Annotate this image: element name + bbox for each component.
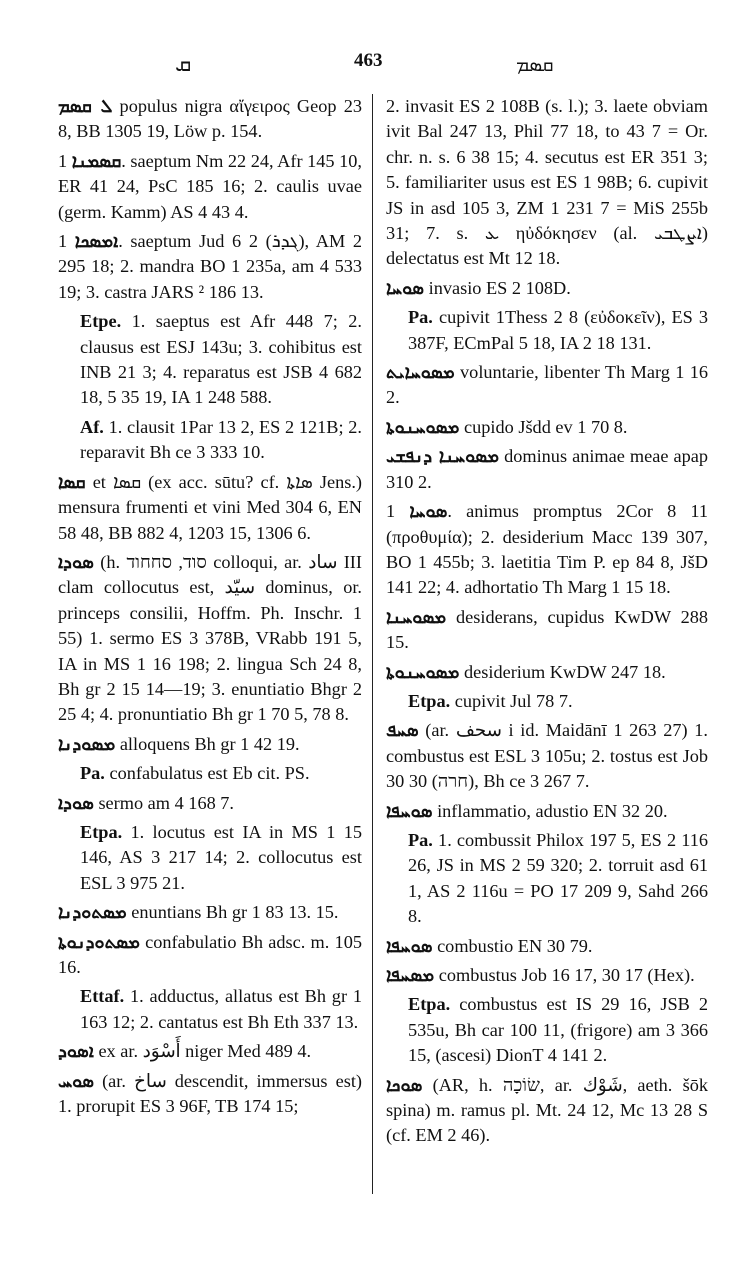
sub-entry [58,309,362,411]
entry-text: 1. combussit Philox 197 5, ES 2 116 26, JS in MS 2 59 320; 2. torruit asd 61 1, AS 2 116u = PO 17 209 9, Sahd 266 8. [408,829,708,927]
entry-headword: ܩܣܐ [58,471,86,493]
dictionary-entry [386,444,708,495]
entry-headword: ܣܘܚܦܐ [386,935,433,957]
dictionary-entry [386,799,708,824]
entry-text: 1. adductus, allatus est Bh gr 1 163 12; 2. cantatus est Bh Eth 337 13. [80,986,363,1032]
dictionary-entry [58,930,362,981]
entry-headword: ܩܣܡܢܐ [71,150,122,172]
dictionary-entry [386,360,708,411]
entry-headword: ܡܣܘܚܢܘܬܐ [386,416,460,438]
dictionary-entry [386,934,708,959]
entry-headword: Ettaf. [80,986,125,1007]
entry-headword: Etpa. [80,821,123,842]
page-number: 463 [354,50,383,71]
page-header [0,46,750,78]
entry-text: (ar. سحف i id. Maidānī 1 263 27) 1. combustus est ESL 3 105u; 2. tostus est Job 30 30 (חרה), Bh ce 3 267 7. [386,720,708,792]
entry-headword: ܡܣܘܚܢܐ [386,606,447,628]
entry-text: inflammatio, adustio EN 32 20. [437,800,668,821]
entry-text: confabulatus est Eb cit. PS. [109,763,310,784]
sub-entry [386,992,708,1068]
entry-text: desiderium KwDW 247 18. [464,661,666,682]
dictionary-entry [58,900,362,925]
dictionary-entry [386,605,708,656]
sub-entry [58,415,362,466]
header-right-word: ܩܣܡ [516,52,554,76]
entry-headword: Pa. [80,763,105,784]
entry-text: cupivit Jul 78 7. [454,690,573,711]
dictionary-entry [58,229,362,305]
entry-headword: ܡܣܘܚܢܐ ܕܢܦܫܝ [386,446,500,468]
entry-headword: ܡܣܬܘܕܢܘܬܐ [58,931,140,953]
entry-text: 1. saeptum Nm 22 24, Afr 145 10, ER 41 24, PsC 185 16; 2. caulis uvae (germ. Kamm) AS 4 43 4. [58,150,362,222]
dictionary-entry [386,1073,708,1149]
entry-text: (ar. ساخ descendit, immersus est) 1. prorupit ES 3 96F, TB 174 15; [58,1070,362,1117]
dictionary-entry [386,660,708,685]
dictionary-entry [386,276,708,301]
entry-headword: ܣܘܚ [58,1070,95,1092]
sub-entry [58,984,362,1035]
entry-headword: ܣܘܕܐ [58,551,94,573]
entry-text: cupivit 1Thess 2 8 (εὐδοκεῖν), ES 3 387F, ECmPal 5 18, IA 2 18 131. [408,307,708,353]
entry-text: combustus Job 16 17, 30 17 (Hex). [438,965,695,985]
entry-text: (AR, h. שׂוֹכָה, ar. شَوْك, aeth. šōk spina) m. ramus pl. Mt. 24 12, Mc 13 28 S (cf. EM 2 46). [386,1074,708,1146]
entry-text: 1. saeptus est Afr 448 7; 2. clausus est ESJ 143u; 3. cohibitus est INB 21 3; 4. reparatus est JSB 4 682 18, 5 35 19, IA 1 248 588. [80,311,363,408]
entry-text: et ܩܣܐ (ex acc. sūtu? cf. ܣܐܬܐ Jens.) mensura frumenti et vini Med 304 6, EN 58 48, BB 882 4, 1203 15, 1306 6. [58,471,363,543]
entry-headword: ܡܣܘܚܐܝܬ [386,362,455,384]
sub-entry [386,689,708,714]
dictionary-entry [386,963,708,988]
dictionary-entry [58,1069,362,1120]
entry-headword: Etpa. [408,690,451,711]
entry-text: 1. animus promptus 2Cor 8 11 (προθυμία); 2. desiderium Macc 139 307, BO 1 455b; 3. laetitia Tim P. ep 84 8, JšD 141 22; 4. adhortatio Th Marg 1 15 18. [386,501,708,598]
dictionary-entry [386,415,708,440]
entry-text: voluntarie, libenter Th Marg 1 16 2. [386,362,708,408]
dictionary-entry [58,732,362,757]
entry-headword: ܣܘܚܦܐ [386,800,433,822]
entry-headword: Etpa. [408,994,451,1015]
entry-text: invasio ES 2 108D. [428,277,571,298]
entry-text: (h. סוד, סחחוד colloqui, ar. ساد III clam collocutus est, سيّد dominus, or. princeps consilii, Hoffm. Ph. Inschr. 1 55) 1. sermo ES 3 378B, VRabb 191 5, IA in MS 1 16 198; 2. lingua Sch 24 8, Bh gr 2 15 14—19; 3. enuntiatio Bhgr 2 25 4; 4. pronuntiatio Bh gr 1 70 5, 78 8. [58,551,362,725]
entry-text: alloquens Bh gr 1 42 19. [119,733,300,754]
sub-entry [386,828,708,930]
entry-headword: ܣܘܕܐ [58,792,94,814]
entry-text: ex ar. أَسْوَد niger Med 489 4. [98,1041,312,1062]
entry-text: enuntians Bh gr 1 83 13. 15. [131,902,339,923]
entry-text: 1. clausit 1Par 13 2, ES 2 121B; 2. reparavit Bh ce 3 333 10. [80,416,362,463]
dictionary-entry [58,149,362,225]
entry-headword: ܐܡܣܟܐ [74,231,119,253]
dictionary-entry [58,550,362,728]
entry-text: 1. locutus est IA in MS 1 15 146, AS 3 217 14; 2. collocutus est ESL 3 975 21. [80,821,362,893]
entry-text: 1. saeptum Jud 6 2 (ܓܕܪ), AM 2 295 18; 2. mandra BO 1 235a, am 4 533 19; 3. castra JARS ² 186 13. [58,231,363,302]
sub-entry [58,820,362,896]
right-column [386,94,708,1153]
entry-headword: Etpe. [80,311,122,332]
dictionary-entry [386,94,708,272]
dictionary-entry [58,470,362,546]
entry-text: populus nigra αἴγειρος Geop 23 8, BB 1305 19, Löw p. 154. [58,96,362,142]
entry-text: confabulatio Bh adsc. m. 105 16. [58,931,362,977]
column-divider [372,94,373,1194]
sub-entry [58,761,362,786]
entry-headword: Pa. [408,307,433,328]
entry-headword: ܣܘܟܐ [386,1074,423,1096]
dictionary-entry [58,1039,362,1064]
entry-text: dominus animae meae apap 310 2. [386,446,708,492]
sub-entry [386,305,708,356]
dictionary-entry [58,791,362,816]
entry-headword: ܡܣܚܦܐ [386,965,435,986]
entry-headword: ܡܣܘܚܢܘܬܐ [386,661,460,683]
entry-headword: Af. [80,416,104,437]
entry-headword: Pa. [408,829,433,850]
entry-text: cupido Jšdd ev 1 70 8. [464,416,628,437]
entry-text: combustus est IS 29 16, JSB 2 535u, Bh car 100 11, (frigore) am 3 366 15, (ascesi) DionT 4 141 2. [408,994,708,1066]
entry-headword: ܐܣܘܕ [58,1041,94,1063]
entry-headword: ܡܣܘܕܢܐ [58,733,116,755]
entry-text: combustio EN 30 79. [437,935,593,956]
dictionary-entry [386,499,708,601]
dictionary-entry [386,718,708,794]
header-left-letter: ܩ [175,52,192,77]
entry-text: sermo am 4 168 7. [98,792,235,813]
entry-headword: ܡܣܬܘܕܢܐ [58,902,127,924]
entry-headword: ܣܘܚܐ [409,501,448,523]
left-column [58,94,362,1123]
entry-headword: ܠ ܩܣܡ [58,96,113,117]
dictionary-entry [58,94,362,145]
entry-headword: ܣܘܚܐ [386,277,425,299]
entry-text: desiderans, cupidus KwDW 288 15. [386,606,708,653]
entry-text: 2. invasit ES 2 108B (s. l.); 3. laete obviam ivit Bal 247 13, Phil 77 18, to 43 7 = Or. chr. n. s. 6 38 15; 4. secutus est ER 351 3; 5. familiariter usus est ES 1 98B; 6. cupivit JS in asd 105 3, ZM 1 231 7 = MiS 255b 31; 7. s. ܥ ηὐδόκησεν (al. ܐܨܛܒܝ) delectatus est Mt 12 18. [386,96,709,269]
entry-headword: ܣܚܦ [386,720,419,742]
